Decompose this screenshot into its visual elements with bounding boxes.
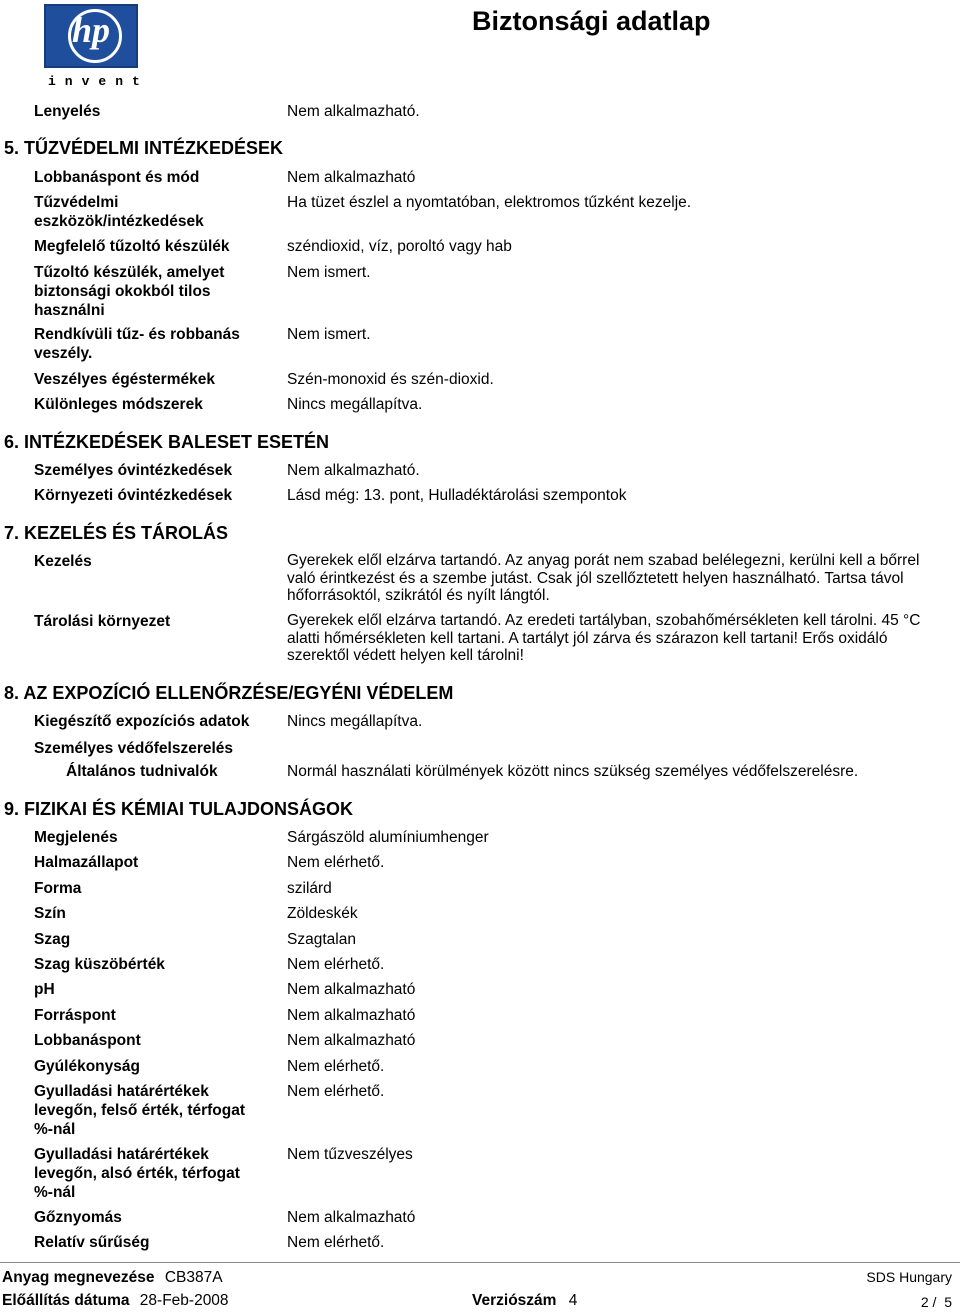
hp-logo-box — [44, 4, 138, 68]
row-label: Személyes védőfelszerelés — [34, 740, 234, 757]
footer-region: SDS Hungary — [866, 1269, 952, 1285]
section-5-title: 5. TŰZVÉDELMI INTÉZKEDÉSEK — [4, 138, 284, 158]
row-label: Forma — [34, 880, 82, 897]
section-9-title: 9. FIZIKAI ÉS KÉMIAI TULAJDONSÁGOK — [4, 799, 354, 819]
section-6-title: 6. INTÉZKEDÉSEK BALESET ESETÉN — [4, 432, 330, 452]
row-value: Nem alkalmazható. — [287, 462, 420, 479]
row-value: Lásd még: 13. pont, Hulladéktárolási szempontok — [287, 487, 627, 504]
footer-divider — [0, 1262, 960, 1263]
row-value: Normál használati körülmények között nincs szükség személyes védőfelszerelésre. — [287, 763, 859, 780]
row-value: Nem alkalmazható — [287, 169, 416, 186]
row-value: Nincs megállapítva. — [287, 396, 423, 413]
row-value: Zöldeskék — [287, 905, 358, 922]
row-label: Halmazállapot — [34, 854, 139, 871]
footer-date-label: Előállítás dátuma — [2, 1292, 130, 1309]
row-label: Forráspont — [34, 1007, 116, 1024]
row-value: Nem alkalmazható — [287, 981, 416, 998]
row-value: Gyerekek elől elzárva tartandó. Az eredeti tartályban, szobahőmérsékleten kell tárolni. 45 °C alatti hőmérsékleten kell tartani. A tartályt jól zárva és szárazon kell tartani! Erős oxidáló szerektől védett helyen kell tárolni! — [287, 612, 921, 664]
row-label: Veszélyes égéstermékek — [34, 371, 215, 388]
row-label: Kiegészítő expozíciós adatok — [34, 713, 250, 730]
row-value: Nem alkalmazható — [287, 1007, 416, 1024]
row-label: pH — [34, 981, 55, 998]
row-value: Nem elérhető. — [287, 1234, 385, 1251]
row-label: Megjelenés — [34, 829, 118, 846]
row-value: széndioxid, víz, poroltó vagy hab — [287, 238, 512, 255]
row-value: Szén-monoxid és szén-dioxid. — [287, 371, 494, 388]
row-value: Ha tüzet észlel a nyomtatóban, elektromos tűzként kezelje. — [287, 194, 692, 211]
row-label: Tűzvédelmi eszközök/intézkedések — [34, 194, 204, 230]
row-label: Rendkívüli tűz- és robbanás veszély. — [34, 326, 240, 362]
hp-logo-text: hp — [71, 10, 111, 50]
footer-date-value: 28-Feb-2008 — [139, 1292, 229, 1309]
footer-version-label: Verziószám — [472, 1292, 557, 1309]
section-8-title: 8. AZ EXPOZÍCIÓ ELLENŐRZÉSE/EGYÉNI VÉDELEM — [4, 683, 454, 703]
row-value: Nem alkalmazható — [287, 1032, 416, 1049]
row-value: Nem alkalmazható. — [287, 103, 420, 120]
footer-material-value: CB387A — [164, 1269, 223, 1286]
row-label: Gyulladási határértékek levegőn, felső érték, térfogat %-nál — [34, 1083, 246, 1138]
hp-logo-tagline: invent — [48, 74, 149, 89]
section-7-title: 7. KEZELÉS ÉS TÁROLÁS — [4, 523, 229, 543]
row-label: Személyes óvintézkedések — [34, 462, 233, 479]
row-label: Tárolási környezet — [34, 613, 171, 630]
row-value: Nincs megállapítva. — [287, 713, 423, 730]
footer-date — [2, 1292, 229, 1310]
row-value: Nem ismert. — [287, 326, 371, 343]
row-value: Nem tűzveszélyes — [287, 1146, 413, 1163]
row-label: Szín — [34, 905, 66, 922]
row-label: Lenyelés — [34, 103, 101, 120]
row-value: Nem elérhető. — [287, 1083, 385, 1100]
row-value: Nem alkalmazható — [287, 1209, 416, 1226]
row-label: Gyúlékonyság — [34, 1058, 140, 1075]
row-label: Megfelelő tűzoltó készülék — [34, 238, 230, 255]
row-label: Környezeti óvintézkedések — [34, 487, 233, 504]
footer-material — [2, 1269, 223, 1287]
row-value: Nem ismert. — [287, 264, 371, 281]
row-label: Szag — [34, 931, 71, 948]
row-label: Kezelés — [34, 553, 92, 570]
hp-logo — [40, 4, 149, 89]
row-label: Szag küszöbérték — [34, 956, 165, 973]
row-label: Relatív sűrűség — [34, 1234, 150, 1251]
footer-page-number: 2 / 5 — [920, 1294, 952, 1310]
row-value: Szagtalan — [287, 931, 356, 948]
row-value: szilárd — [287, 880, 332, 897]
row-label: Lobbanáspont és mód — [34, 169, 200, 186]
row-label: Különleges módszerek — [34, 396, 203, 413]
row-label: Gyulladási határértékek levegőn, alsó érték, térfogat %-nál — [34, 1146, 240, 1201]
row-value: Nem elérhető. — [287, 956, 385, 973]
row-value: Nem elérhető. — [287, 1058, 385, 1075]
row-label: Lobbanáspont — [34, 1032, 141, 1049]
row-label: Gőznyomás — [34, 1209, 122, 1226]
row-value: Gyerekek elől elzárva tartandó. Az anyag porát nem szabad belélegezni, kerülni kell a bőrrel való érintkezést és a szembe jutást. Csak jól szellőztetett helyen használható. Tartsa távol hőforrásoktól, szikrától és nyílt lángtól. — [287, 552, 920, 604]
row-label: Általános tudnivalók — [66, 763, 218, 780]
footer-material-label: Anyag megnevezése — [2, 1269, 155, 1286]
row-label: Tűzoltó készülék, amelyet biztonsági okokból tilos használni — [34, 264, 225, 319]
footer-version-value: 4 — [568, 1292, 578, 1309]
footer-version — [472, 1292, 577, 1310]
document-title: Biztonsági adatlap — [472, 6, 711, 36]
row-value: Sárgászöld alumíniumhenger — [287, 829, 489, 846]
row-value: Nem elérhető. — [287, 854, 385, 871]
